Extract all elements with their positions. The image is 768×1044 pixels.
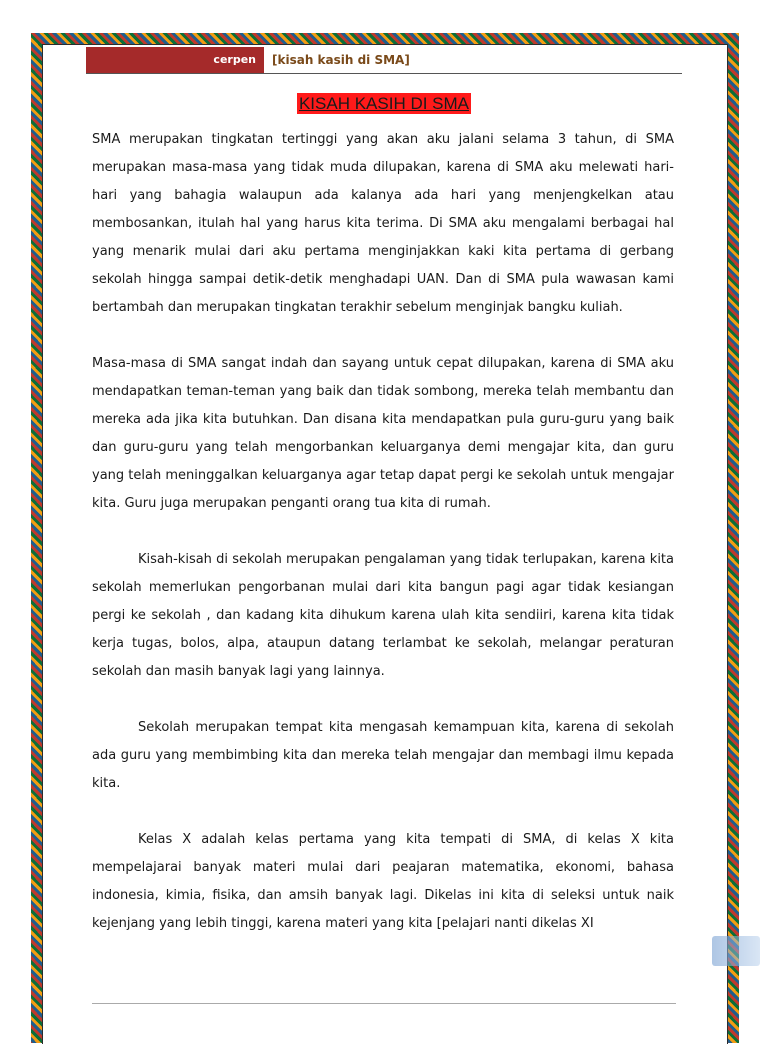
header-title: [kisah kasih di SMA] [272, 53, 410, 67]
document-body [92, 126, 674, 966]
paragraph: Sekolah merupakan tempat kita mengasah kemampuan kita, karena di sekolah ada guru yang membimbing kita dan mereka telah mengajar dan membagi ilmu kepada kita. [92, 720, 674, 791]
paragraph: Masa-masa di SMA sangat indah dan sayang untuk cepat dilupakan, karena di SMA aku mendapatkan teman-teman yang baik dan tidak sombong, mereka telah membantu dan mereka ada jika kita butuhkan. Dan disana kita mendapatkan pula guru-guru yang baik dan guru-guru yang telah mengorbankan keluarganya demi mengajar kita, dan guru yang telah meninggalkan keluarganya agar tetap dapat pergi ke sekolah untuk mengajar kita. Guru juga merupakan penganti orang tua kita di rumah. [92, 356, 674, 511]
page-corner-mark [712, 936, 760, 966]
paragraph: Kelas X adalah kelas pertama yang kita tempati di SMA, di kelas X kita mempelajarai banyak materi mulai dari peajaran matematika, ekonomi, bahasa indonesia, kimia, fisika, dan amsih banyak lagi. Dikelas ini kita di seleksi untuk naik kejenjang yang lebih tinggi, karena materi yang kita [pelajari nanti dikelas XI [92, 832, 674, 931]
document-title [0, 94, 768, 114]
footer-divider [92, 1003, 676, 1004]
page-header [86, 47, 682, 74]
paragraph: SMA merupakan tingkatan tertinggi yang akan aku jalani selama 3 tahun, di SMA merupakan masa-masa yang tidak muda dilupakan, karena di SMA aku melewati hari-hari yang bahagia walaupun ada kalanya ada hari yang menjengkelkan atau membosankan, itulah hal yang harus kita terima. Di SMA aku mengalami berbagai hal yang menarik mulai dari aku pertama menginjakkan kaki kita pertama di gerbang sekolah hingga sampai detik-detik menghadapi UAN. Dan di SMA pula wawasan kami bertambah dan merupakan tingkatan terakhir sebelum menginjak bangku kuliah. [92, 132, 674, 315]
header-label: cerpen [86, 47, 264, 73]
document-title-text: KISAH KASIH DI SMA [298, 94, 470, 113]
paragraph: Kisah-kisah di sekolah merupakan pengalaman yang tidak terlupakan, karena kita sekolah memerlukan pengorbanan mulai dari kita bangun pagi agar tidak kesiangan pergi ke sekolah , dan kadang kita dihukum karena ulah kita sendiiri, karena kita tidak kerja tugas, bolos, alpa, ataupun datang terlambat ke sekolah, melangar peraturan sekolah dan masih banyak lagi yang lainnya. [92, 552, 674, 679]
